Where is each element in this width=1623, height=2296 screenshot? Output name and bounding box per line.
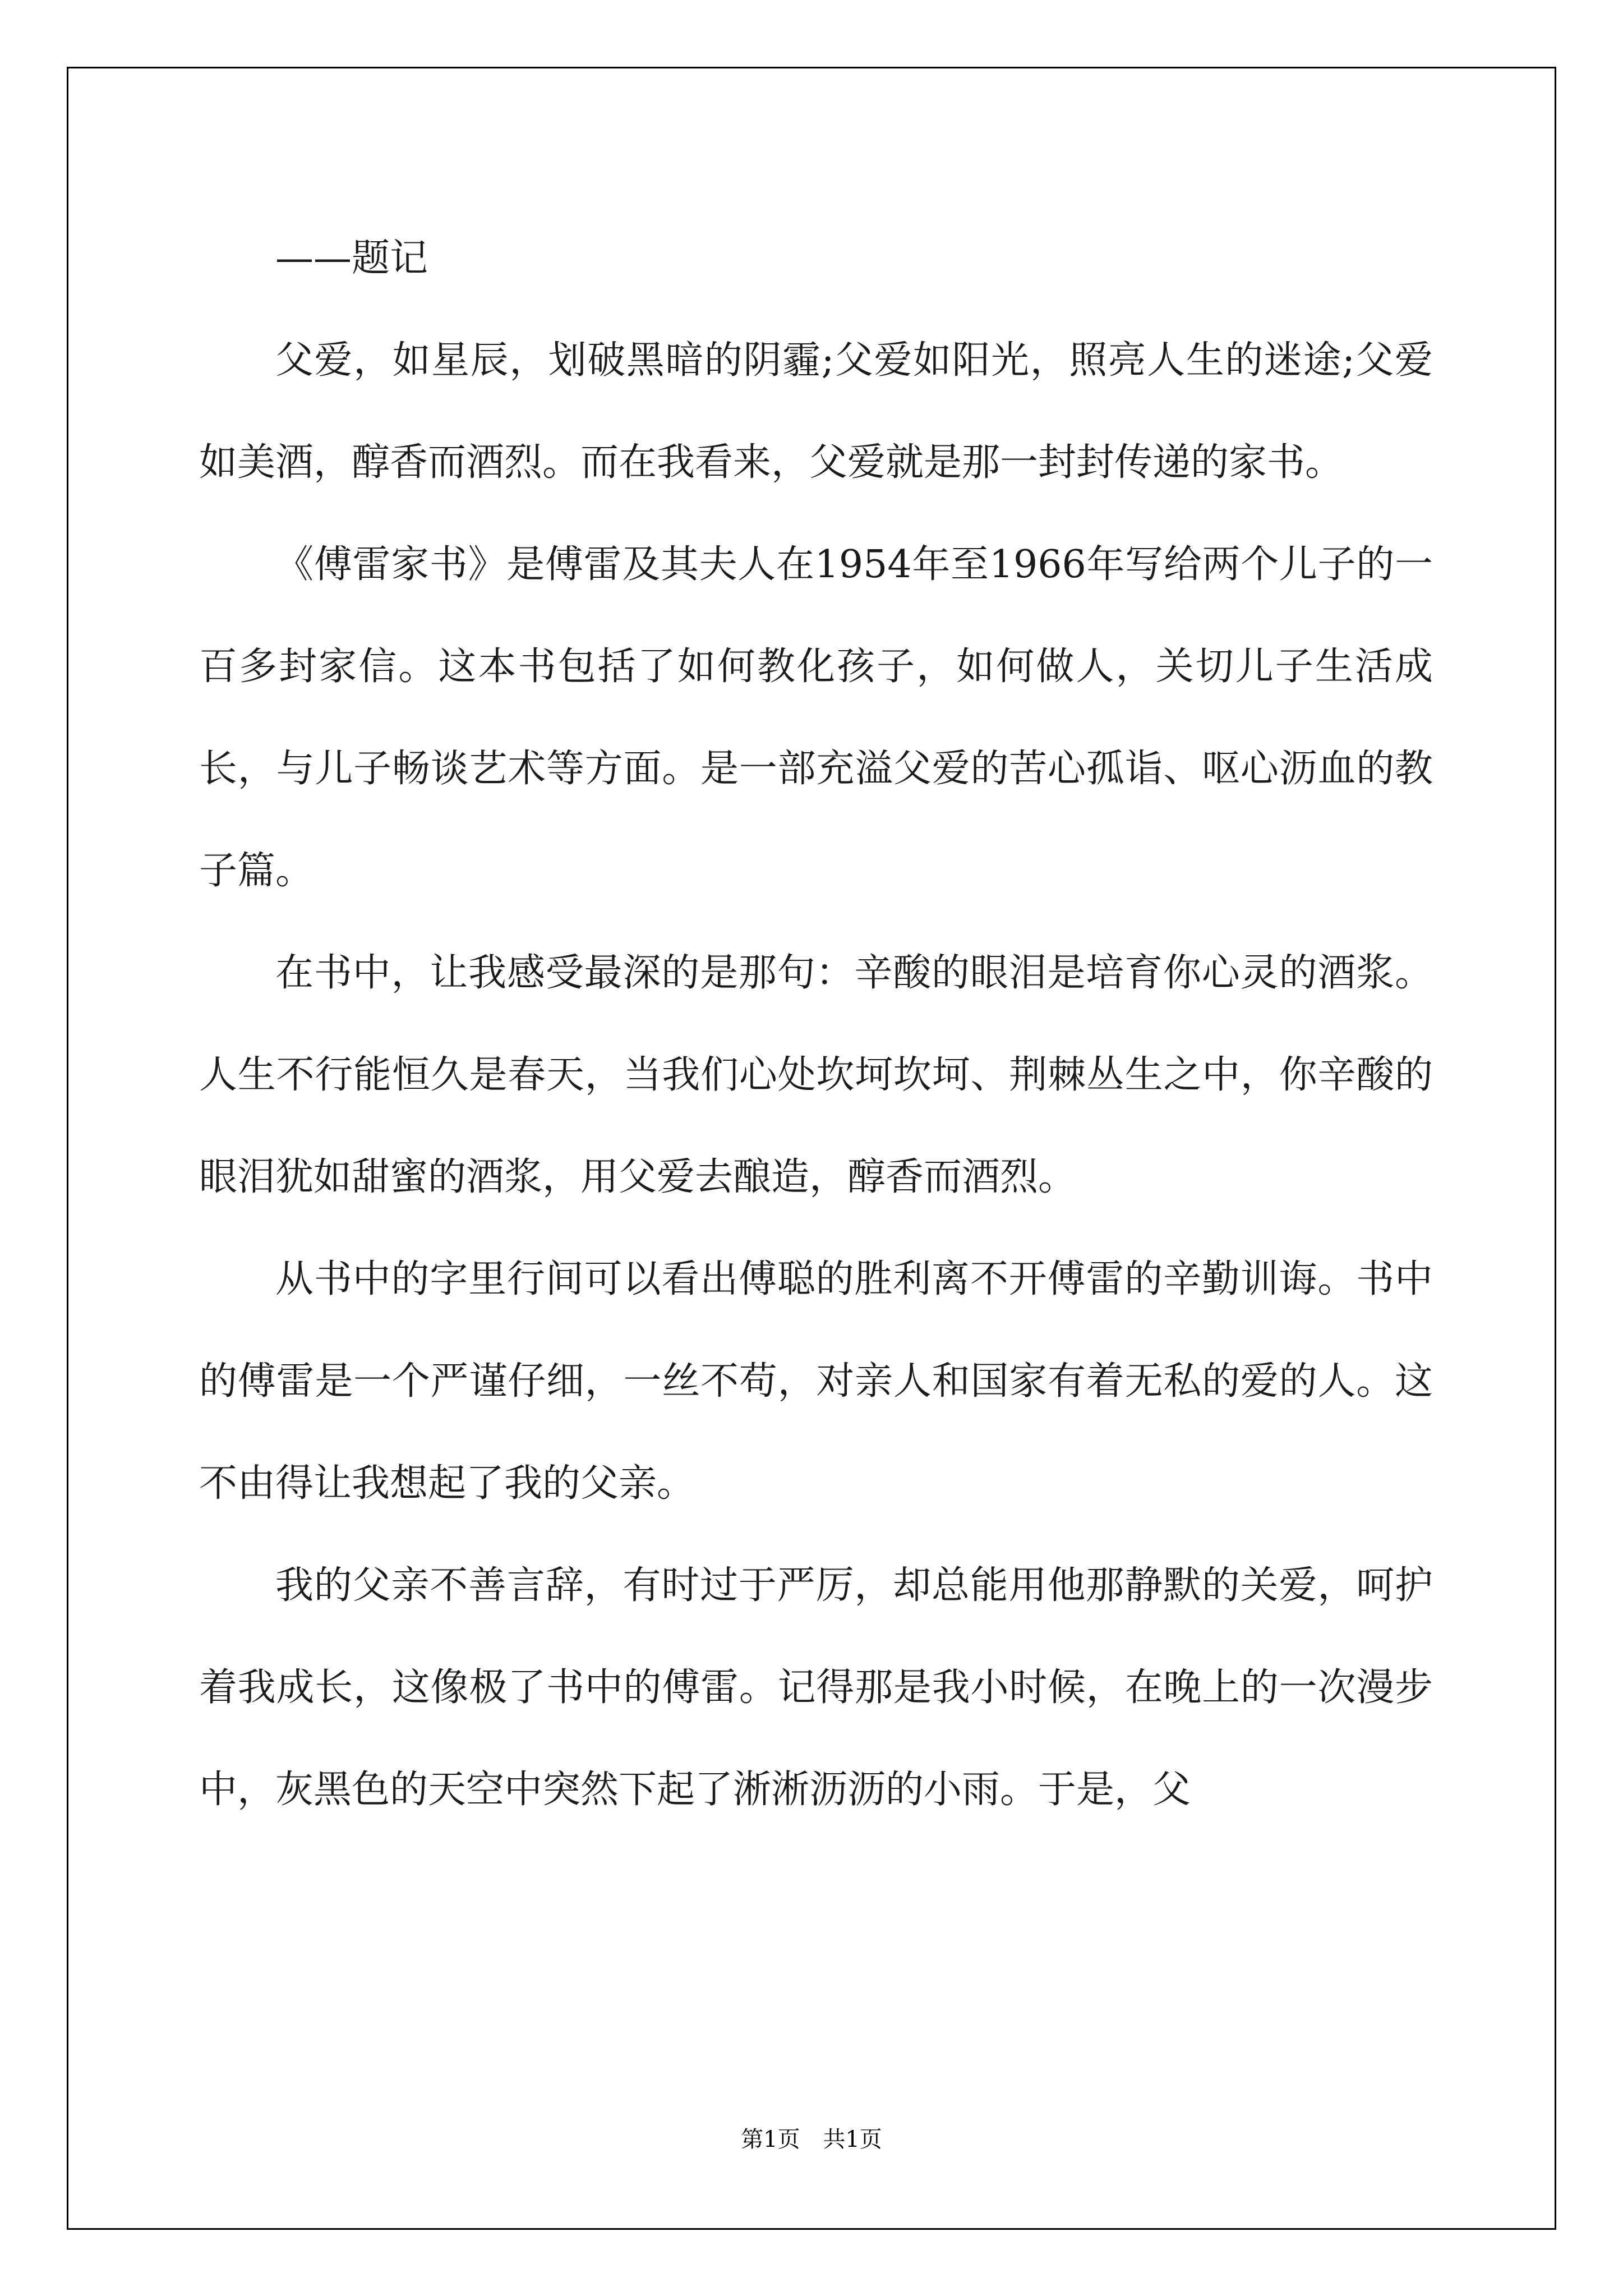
page-total: 共1页	[823, 2127, 882, 2152]
paragraph-1: 父爱，如星辰，划破黑暗的阴霾;父爱如阳光，照亮人生的迷途;父爱如美酒，醇香而酒烈。而在我看来，父爱就是那一封封传递的家书。	[199, 338, 1433, 485]
page-footer	[0, 2122, 1623, 2154]
paragraph-4: 从书中的字里行间可以看出傅聪的胜利离不开傅雷的辛勤训诲。书中的傅雷是一个严谨仔细，一丝不苟，对亲人和国家有着无私的爱的人。这不由得让我想起了我的父亲。	[199, 1257, 1433, 1506]
signoff: ——题记	[275, 236, 428, 280]
paragraph-2: 《傅雷家书》是傅雷及其夫人在1954年至1966年写给两个儿子的一百多封家信。这本书包括了如何教化孩子，如何做人，关切儿子生活成长，与儿子畅谈艺术等方面。是一部充溢父爱的苦心孤诣、呕心沥血的教子篇。	[199, 542, 1433, 893]
page-number: 第1页	[741, 2127, 800, 2152]
document-body	[199, 208, 1433, 1841]
paragraph-3: 在书中，让我感受最深的是那句：辛酸的眼泪是培育你心灵的酒浆。人生不行能恒久是春天，当我们心处坎坷坎坷、荆棘丛生之中，你辛酸的眼泪犹如甜蜜的酒浆，用父爱去酿造，醇香而酒烈。	[199, 951, 1433, 1199]
paragraph-5: 我的父亲不善言辞，有时过于严厉，却总能用他那静默的关爱，呵护着我成长，这像极了书中的傅雷。记得那是我小时候，在晚上的一次漫步中，灰黑色的天空中突然下起了淅淅沥沥的小雨。于是，父	[199, 1563, 1433, 1812]
